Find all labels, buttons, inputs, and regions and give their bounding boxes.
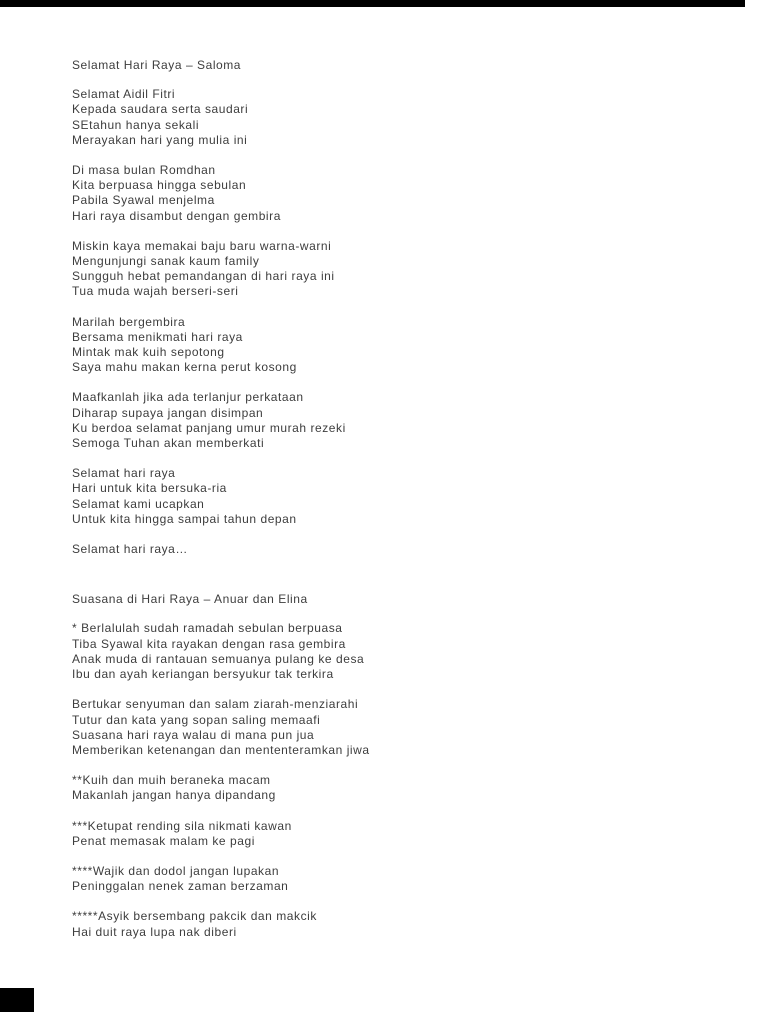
lyric-line: Mintak mak kuih sepotong — [72, 345, 225, 360]
scan-artifact-top-bar — [0, 0, 745, 7]
lyric-line: Peninggalan nenek zaman berzaman — [72, 879, 289, 894]
lyric-line: Bersama menikmati hari raya — [72, 329, 243, 344]
stanza — [72, 239, 632, 300]
stanza — [72, 542, 632, 557]
stanza — [72, 466, 632, 527]
lyric-line: Makanlah jangan hanya dipandang — [72, 788, 276, 803]
lyric-line: * Berlalulah sudah ramadah sebulan berpuasa — [72, 621, 343, 636]
lyric-line: Hari raya disambut dengan gembira — [72, 208, 281, 223]
lyric-line: Ku berdoa selamat panjang umur murah rezeki — [72, 420, 346, 435]
lyric-line: Kepada saudara serta saudari — [72, 102, 249, 117]
lyric-line: Hari untuk kita bersuka-ria — [72, 481, 227, 496]
lyric-line: Penat memasak malam ke pagi — [72, 833, 255, 848]
lyric-line: Selamat hari raya… — [72, 542, 188, 557]
lyric-line: Ibu dan ayah keriangan bersyukur tak terkira — [72, 667, 334, 682]
song-1 — [72, 58, 632, 557]
lyric-line: Saya mahu makan kerna perut kosong — [72, 360, 297, 375]
stanza — [72, 819, 632, 849]
lyric-line: Merayakan hari yang mulia ini — [72, 132, 248, 147]
song-title: Suasana di Hari Raya – Anuar dan Elina — [72, 592, 308, 607]
lyric-line: SEtahun hanya sekali — [72, 117, 200, 132]
stanza — [72, 697, 632, 758]
lyric-line: Semoga Tuhan akan memberkati — [72, 436, 265, 451]
lyric-line: Anak muda di rantauan semuanya pulang ke desa — [72, 651, 365, 666]
scan-artifact-corner-mark — [0, 988, 34, 1012]
lyric-line: Selamat Aidil Fitri — [72, 87, 176, 102]
stanza — [72, 390, 632, 451]
lyric-line: Maafkanlah jika ada terlanjur perkataan — [72, 390, 304, 405]
stanza — [72, 909, 632, 939]
stanza — [72, 87, 632, 148]
lyric-line: *****Asyik bersembang pakcik dan makcik — [72, 909, 317, 924]
song-title: Selamat Hari Raya – Saloma — [72, 58, 242, 72]
lyric-line: Di masa bulan Romdhan — [72, 163, 216, 178]
lyric-line: Selamat kami ucapkan — [72, 496, 205, 511]
lyric-line: Pabila Syawal menjelma — [72, 193, 215, 208]
lyric-line: Suasana hari raya walau di mana pun jua — [72, 727, 315, 742]
stanza — [72, 773, 632, 803]
lyric-line: ***Ketupat rending sila nikmati kawan — [72, 818, 292, 833]
stanza — [72, 621, 632, 682]
lyric-line: Untuk kita hingga sampai tahun depan — [72, 511, 297, 526]
lyric-line: Tiba Syawal kita rayakan dengan rasa gembira — [72, 636, 346, 651]
lyrics-column — [72, 58, 632, 955]
lyric-line: Sungguh hebat pemandangan di hari raya ini — [72, 269, 335, 284]
lyric-line: Diharap supaya jangan disimpan — [72, 405, 264, 420]
lyric-line: Selamat hari raya — [72, 466, 176, 481]
lyric-line: Hai duit raya lupa nak diberi — [72, 924, 237, 939]
lyric-line: Memberikan ketenangan dan mententeramkan jiwa — [72, 742, 370, 757]
lyric-line: Bertukar senyuman dan salam ziarah-menziarahi — [72, 697, 359, 712]
stanza — [72, 864, 632, 894]
lyric-line: Tutur dan kata yang sopan saling memaafi — [72, 712, 321, 727]
lyric-line: Miskin kaya memakai baju baru warna-warni — [72, 238, 332, 253]
lyric-line: Mengunjungi sanak kaum family — [72, 254, 260, 269]
lyric-line: **Kuih dan muih beraneka macam — [72, 773, 271, 788]
song-2 — [72, 592, 632, 939]
lyric-line: Tua muda wajah berseri-seri — [72, 284, 239, 299]
stanza — [72, 163, 632, 224]
stanza — [72, 315, 632, 376]
lyric-line: ****Wajik dan dodol jangan lupakan — [72, 863, 280, 878]
lyric-line: Marilah bergembira — [72, 314, 186, 329]
lyric-line: Kita berpuasa hingga sebulan — [72, 178, 247, 193]
